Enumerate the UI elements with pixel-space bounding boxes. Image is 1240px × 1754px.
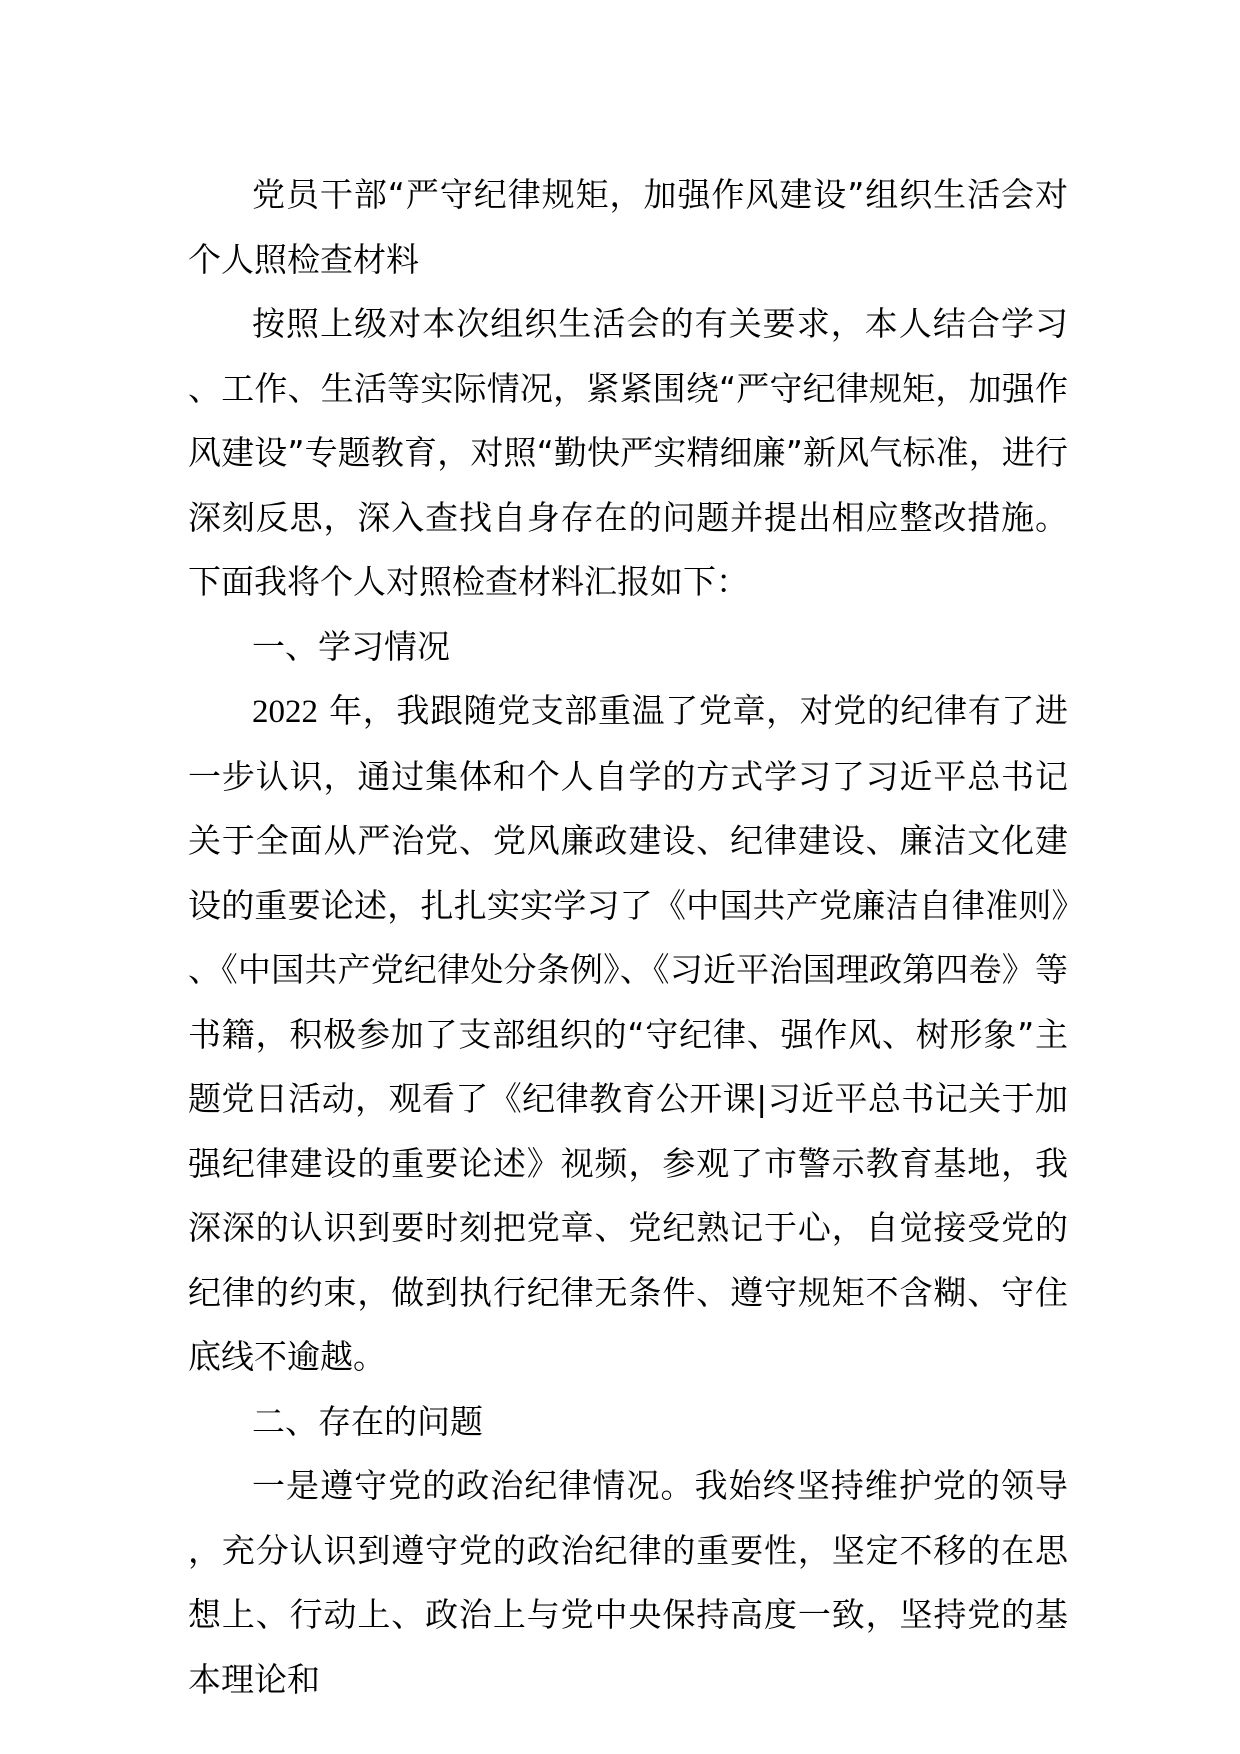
- section-1-heading: 一、学习情况: [252, 626, 450, 666]
- section-1-year: 2022: [252, 694, 318, 730]
- section-2-heading: 二、存在的问题: [252, 1401, 483, 1441]
- document-body: [188, 163, 1068, 1712]
- section-1-paragraph: [188, 679, 1068, 1390]
- intro-paragraph: 按照上级对本次组织生活会的有关要求，本人结合学习、工作、生活等实际情况，紧紧围绕“严守纪律规矩，加强作风建设”专题教育，对照“勤快严实精细廉”新风气标准，进行深刻反思，深入查找自身存在的问题并提出相应整改措施。下面我将个人对照检查材料汇报如下：: [188, 304, 1068, 601]
- section-2-paragraph: 一是遵守党的政治纪律情况。我始终坚持维护党的领导，充分认识到遵守党的政治纪律的重要性，坚定不移的在思想上、行动上、政治上与党中央保持高度一致，坚持党的基本理论和: [188, 1466, 1068, 1699]
- section-1-body: 年，我跟随党支部重温了党章，对党的纪律有了进一步认识，通过集体和个人自学的方式学习了习近平总书记关于全面从严治党、党风廉政建设、纪律建设、廉洁文化建设的重要论述，扎扎实实学习了《中国共产党廉洁自律准则》、《中国共产党纪律处分条例》、《习近平治国理政第四卷》等书籍，积极参加了支部组织的“守纪律、强作风、树形象”主题党日活动，观看了《纪律教育公开课|习近平总书记关于加强纪律建设的重要论述》视频，参观了市警示教育基地，我深深的认识到要时刻把党章、党纪熟记于心，自觉接受党的纪律的约束，做到执行纪律无条件、遵守规矩不含糊、守住底线不逾越。: [188, 691, 1068, 1376]
- document-title: 党员干部“严守纪律规矩，加强作风建设”组织生活会对个人照检查材料: [188, 175, 1068, 279]
